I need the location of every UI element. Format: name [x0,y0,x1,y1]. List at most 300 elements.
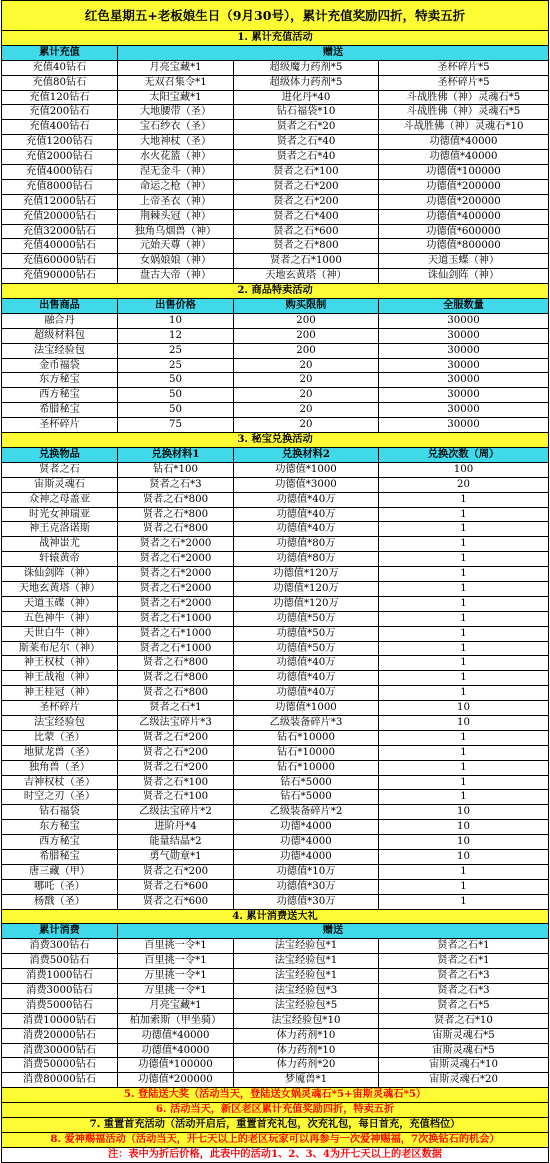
gift-1: 功德值*40000 [117,1044,233,1058]
table-row [1,61,549,76]
exchange-item: 轩辕黄帝 [1,552,117,566]
recharge-col-header: 累计充值 [1,46,117,60]
exchange-material-1: 贤者之石*800 [117,656,233,670]
sale-item: 东方秘宝 [1,373,117,387]
table-row [1,239,549,254]
recharge-tier: 充值90000钻石 [1,269,117,283]
gift-3: 宙斯灵魂石*5 [378,1044,549,1058]
table-row [1,850,549,865]
recharge-tier: 充值60000钻石 [1,254,117,268]
gift-3: 宙斯灵魂石*5 [378,1029,549,1043]
consume-col-header: 累计消费 [1,924,117,938]
table-row [1,1073,549,1088]
gift-2: 法宝经验包*10 [233,1014,378,1028]
gift-2: 贤者之石*600 [233,225,378,239]
sale-quantity: 30000 [378,388,549,402]
gift-1: 无双召集令*1 [117,76,233,90]
exchange-item: 斯莱布尼尔（神） [1,642,117,656]
exchange-item: 五色神牛（神） [1,612,117,626]
recharge-tier: 充值1200钻石 [1,135,117,149]
sale-price: 75 [117,418,233,432]
gift-3: 贤者之石*1 [378,954,549,968]
exchange-item: 法宝经验包 [1,716,117,730]
exchange-times: 1 [378,537,549,551]
gift-1: 月亮宝藏*1 [117,61,233,75]
exchange-material-1: 贤者之石*1000 [117,627,233,641]
exchange-material-2: 功德值*40万 [233,656,378,670]
exchange-material-2: 功德值*30万 [233,880,378,894]
recharge-gift-header: 赠送 [117,46,549,60]
consume-gift-header: 赠送 [117,924,549,938]
exchange-material-1: 贤者之石*800 [117,686,233,700]
table-row [1,746,549,761]
table-row [1,582,549,597]
gift-3: 圣杯碎片*5 [378,61,549,75]
exchange-times: 1 [378,642,549,656]
exchange-item: 神王战袍（神） [1,671,117,685]
consume-tier: 消费80000钻石 [1,1073,117,1087]
gift-3: 功德值*600000 [378,225,549,239]
table-row [1,105,549,120]
section-6-text: 6. 活动当天，新区老区累计充值奖励四折，特卖五折 [1,1103,549,1117]
gift-3: 功德值*40000 [378,150,549,164]
exchange-material-2: 功德值*80万 [233,537,378,551]
gift-1: 百里挑一令*1 [117,954,233,968]
exchange-material-1: 贤者之石*800 [117,671,233,685]
sale-header-row [1,299,549,314]
sale-price: 25 [117,359,233,373]
sale-item: 希腊秘宝 [1,403,117,417]
sheet-title: 红色星期五+老板娘生日（9月30号），累计充值奖励四折，特卖五折 [1,1,549,30]
recharge-tier: 充值120钻石 [1,91,117,105]
exchange-col-item: 兑换物品 [1,448,117,462]
exchange-item: 圣杯碎片 [1,701,117,715]
table-row [1,984,549,999]
gift-2: 法宝经验包*5 [233,999,378,1013]
sale-price: 50 [117,403,233,417]
exchange-material-2: 功德值*40万 [233,671,378,685]
exchange-times: 1 [378,880,549,894]
gift-2: 超级体力药剂*5 [233,76,378,90]
section-7-row [1,1118,549,1133]
exchange-material-1: 贤者之石*100 [117,776,233,790]
gift-1: 水火花篮（神） [117,150,233,164]
sale-item: 西方秘宝 [1,388,117,402]
table-row [1,91,549,106]
table-row [1,716,549,731]
gift-3: 贤者之石*3 [378,984,549,998]
exchange-material-1: 贤者之石*100 [117,790,233,804]
exchange-material-1: 贤者之石*600 [117,895,233,909]
gift-2: 贤者之石*800 [233,239,378,253]
exchange-item: 哪吒（圣） [1,880,117,894]
table-row [1,180,549,195]
table-row [1,627,549,642]
consume-tier: 消费20000钻石 [1,1029,117,1043]
exchange-material-2: 钻石*10000 [233,731,378,745]
sale-quantity: 30000 [378,373,549,387]
section-1-heading: 1. 累计充值活动 [1,31,549,45]
table-row [1,776,549,791]
gift-3: 功德值*100000 [378,165,549,179]
section-5-row [1,1088,549,1103]
consume-tier: 消费50000钻石 [1,1058,117,1072]
sale-quantity: 30000 [378,359,549,373]
exchange-material-2: 功德值*30万 [233,895,378,909]
gift-3: 贤者之石*10 [378,1014,549,1028]
gift-1: 功德值*100000 [117,1058,233,1072]
table-row [1,76,549,91]
sale-limit: 200 [233,329,378,343]
exchange-material-2: 功德值*40万 [233,508,378,522]
table-row [1,359,549,374]
table-row [1,478,549,493]
gift-1: 月亮宝藏*1 [117,999,233,1013]
exchange-material-2: 功德*4000 [233,820,378,834]
sale-item: 融合丹 [1,314,117,328]
exchange-material-2: 功德*4000 [233,835,378,849]
gift-2: 法宝经验包*3 [233,984,378,998]
table-row [1,1014,549,1029]
recharge-tier: 充值40钻石 [1,61,117,75]
exchange-material-2: 乙级装备碎片*3 [233,716,378,730]
sale-quantity: 30000 [378,403,549,417]
exchange-material-1: 贤者之石*600 [117,880,233,894]
section-3-banner [1,433,549,448]
table-row [1,373,549,388]
table-row [1,597,549,612]
exchange-item: 贤者之石 [1,463,117,477]
recharge-header-row [1,46,549,61]
exchange-material-1: 勇气勋章*1 [117,850,233,864]
exchange-item: 希腊秘宝 [1,850,117,864]
section-4-banner [1,910,549,925]
table-row [1,225,549,240]
sale-limit: 20 [233,418,378,432]
table-row [1,537,549,552]
table-row [1,880,549,895]
footer-note: 注：表中为折后价格，此表中的活动1、2、3、4为开七天以上的老区数据 [1,1148,549,1162]
exchange-times: 100 [378,463,549,477]
gift-3: 贤者之石*5 [378,999,549,1013]
exchange-material-1: 贤者之石*200 [117,865,233,879]
consume-tier: 消费10000钻石 [1,1014,117,1028]
sale-quantity: 30000 [378,329,549,343]
exchange-material-2: 钻石*5000 [233,790,378,804]
exchange-material-2: 功德值*50万 [233,642,378,656]
table-row [1,835,549,850]
exchange-times: 1 [378,671,549,685]
gift-3: 贤者之石*1 [378,939,549,953]
exchange-times: 1 [378,493,549,507]
consume-tier: 消费30000钻石 [1,1044,117,1058]
consume-tier: 消费5000钻石 [1,999,117,1013]
section-8-row [1,1133,549,1148]
table-row [1,895,549,910]
recharge-tier: 充值80钻石 [1,76,117,90]
table-row [1,1058,549,1073]
consume-tier: 消费1000钻石 [1,969,117,983]
exchange-material-1: 贤者之石*800 [117,508,233,522]
table-row [1,150,549,165]
sale-col-quantity: 全服数量 [378,299,549,313]
gift-2: 体力药剂*10 [233,1029,378,1043]
exchange-material-2: 功德值*120万 [233,567,378,581]
recharge-tier: 充值4000钻石 [1,165,117,179]
sale-item: 圣杯碎片 [1,418,117,432]
exchange-times: 1 [378,731,549,745]
gift-1: 百里挑一令*1 [117,939,233,953]
exchange-material-2: 功德值*50万 [233,627,378,641]
gift-2: 体力药剂*10 [233,1044,378,1058]
table-row [1,388,549,403]
sale-limit: 20 [233,388,378,402]
sale-limit: 20 [233,359,378,373]
exchange-material-1: 贤者之石*1 [117,701,233,715]
exchange-material-1: 乙级法宝碎片*3 [117,716,233,730]
section-5-text: 5. 登陆送大奖（活动当天，登陆送女娲灵魂石*5+宙斯灵魂石*5） [1,1088,549,1102]
section-4-heading: 4. 累计消费送大礼 [1,910,549,924]
exchange-item: 时空之刃（圣） [1,790,117,804]
exchange-material-2: 功德值*40万 [233,493,378,507]
exchange-item: 吉神权杖（圣） [1,776,117,790]
table-row [1,731,549,746]
exchange-item: 唐三藏（甲） [1,865,117,879]
gift-1: 独角乌烟兽（神） [117,225,233,239]
exchange-times: 1 [378,746,549,760]
gift-2: 贤者之石*20 [233,120,378,134]
table-row [1,463,549,478]
exchange-material-2: 功德值*120万 [233,582,378,596]
exchange-material-1: 贤者之石*200 [117,761,233,775]
gift-2: 法宝经验包*1 [233,969,378,983]
gift-1: 上帝圣衣（神） [117,195,233,209]
table-row [1,254,549,269]
gift-3: 贤者之石*3 [378,969,549,983]
gift-1: 涅无金斗（神） [117,165,233,179]
footer-note-row [1,1148,549,1163]
exchange-item: 杨戬（圣） [1,895,117,909]
gift-1: 大地神杖（圣） [117,135,233,149]
exchange-material-2: 功德值*50万 [233,612,378,626]
table-row [1,329,549,344]
exchange-times: 1 [378,597,549,611]
gift-1: 柏加索斯（甲坐骑） [117,1014,233,1028]
exchange-times: 1 [378,582,549,596]
section-2-heading: 2. 商品特卖活动 [1,284,549,298]
exchange-item: 独角兽（圣） [1,761,117,775]
sale-price: 25 [117,344,233,358]
exchange-times: 10 [378,805,549,819]
recharge-tier: 充值2000钻石 [1,150,117,164]
exchange-times: 1 [378,552,549,566]
exchange-material-1: 贤者之石*1000 [117,612,233,626]
exchange-times: 1 [378,612,549,626]
exchange-times: 10 [378,820,549,834]
consume-tier: 消费300钻石 [1,939,117,953]
exchange-item: 神王权杖（神） [1,656,117,670]
recharge-tier: 充值20000钻石 [1,210,117,224]
gift-1: 命运之枪（神） [117,180,233,194]
sheet-title-row [1,1,549,31]
exchange-material-2: 功德值*1000 [233,463,378,477]
gift-2: 进化丹*40 [233,91,378,105]
gift-2: 贤者之石*40 [233,135,378,149]
table-row [1,552,549,567]
table-row [1,999,549,1014]
table-row [1,805,549,820]
gift-3: 功德值*200000 [378,180,549,194]
sale-limit: 20 [233,373,378,387]
gift-2: 贤者之石*40 [233,150,378,164]
gift-3: 斗战胜佛（神）灵魂石*5 [378,91,549,105]
gift-2: 梦魇兽*1 [233,1073,378,1087]
gift-2: 体力药剂*20 [233,1058,378,1072]
exchange-material-1: 进阶丹*4 [117,820,233,834]
sale-price: 12 [117,329,233,343]
exchange-material-2: 功德值*40万 [233,686,378,700]
gift-2: 贤者之石*1000 [233,254,378,268]
exchange-material-2: 乙级装备碎片*2 [233,805,378,819]
consume-tier: 消费500钻石 [1,954,117,968]
exchange-times: 1 [378,761,549,775]
exchange-item: 东方秘宝 [1,820,117,834]
gift-3: 斗战胜佛（神）灵魂石*5 [378,105,549,119]
exchange-times: 10 [378,850,549,864]
table-row [1,493,549,508]
table-row [1,165,549,180]
exchange-item: 天道玉碟（神） [1,597,117,611]
gift-3: 功德值*200000 [378,195,549,209]
exchange-material-1: 贤者之石*2000 [117,552,233,566]
recharge-tier: 充值400钻石 [1,120,117,134]
exchange-material-2: 钻石*5000 [233,776,378,790]
recharge-tier: 充值12000钻石 [1,195,117,209]
gift-2: 法宝经验包*1 [233,954,378,968]
exchange-material-2: 功德*4000 [233,850,378,864]
exchange-times: 1 [378,895,549,909]
exchange-item: 战神蚩尤 [1,537,117,551]
table-row [1,686,549,701]
exchange-material-1: 贤者之石*200 [117,746,233,760]
exchange-item: 钻石福袋 [1,805,117,819]
sale-col-price: 出售价格 [117,299,233,313]
exchange-item: 西方秘宝 [1,835,117,849]
exchange-times: 1 [378,522,549,536]
table-row [1,1044,549,1059]
exchange-times: 1 [378,776,549,790]
table-row [1,656,549,671]
sale-price: 10 [117,314,233,328]
gift-1: 功德值*40000 [117,1029,233,1043]
exchange-material-1: 乙级法宝碎片*2 [117,805,233,819]
table-row [1,969,549,984]
sale-quantity: 30000 [378,344,549,358]
exchange-material-2: 功德值*3000 [233,478,378,492]
gift-1: 万里挑一令*1 [117,969,233,983]
table-row [1,939,549,954]
exchange-material-1: 贤者之石*3 [117,478,233,492]
table-row [1,820,549,835]
table-row [1,508,549,523]
exchange-item: 比蒙（圣） [1,731,117,745]
exchange-times: 1 [378,656,549,670]
exchange-item: 天地玄黄塔（神） [1,582,117,596]
exchange-times: 10 [378,716,549,730]
section-6-row [1,1103,549,1118]
table-row [1,790,549,805]
section-2-banner [1,284,549,299]
gift-2: 天地玄黄塔（神） [233,269,378,283]
exchange-col-material-1: 兑换材料1 [117,448,233,462]
gift-1: 盘古大帝（神） [117,269,233,283]
table-row [1,567,549,582]
exchange-material-2: 功德值*80万 [233,552,378,566]
section-3-heading: 3. 秘宝兑换活动 [1,433,549,447]
recharge-tier: 充值200钻石 [1,105,117,119]
exchange-item: 地狱龙兽（圣） [1,746,117,760]
exchange-material-1: 贤者之石*200 [117,731,233,745]
gift-3: 功德值*800000 [378,239,549,253]
sale-limit: 200 [233,344,378,358]
gift-1: 女娲娘娘（神） [117,254,233,268]
exchange-table-body [1,463,549,910]
table-row [1,269,549,284]
table-row [1,344,549,359]
sale-price: 50 [117,388,233,402]
gift-3: 宙斯灵魂石*10 [378,1058,549,1072]
exchange-item: 众神之母盖亚 [1,493,117,507]
exchange-material-1: 钻石*100 [117,463,233,477]
sale-quantity: 30000 [378,418,549,432]
gift-1: 功德值*200000 [117,1073,233,1087]
recharge-table-body [1,61,549,284]
sale-col-limit: 购买限制 [233,299,378,313]
gift-2: 贤者之石*400 [233,210,378,224]
exchange-material-1: 贤者之石*800 [117,522,233,536]
section-1-banner [1,31,549,46]
exchange-item: 诛仙剑阵（神） [1,567,117,581]
exchange-item: 神王克洛诺斯 [1,522,117,536]
recharge-tier: 充值8000钻石 [1,180,117,194]
gift-2: 贤者之石*100 [233,165,378,179]
exchange-material-1: 能量结晶*2 [117,835,233,849]
sale-limit: 20 [233,403,378,417]
recharge-tier: 充值40000钻石 [1,239,117,253]
table-row [1,210,549,225]
exchange-material-1: 贤者之石*2000 [117,582,233,596]
consume-table-body [1,939,549,1088]
exchange-material-2: 钻石*10000 [233,746,378,760]
table-row [1,612,549,627]
gift-1: 太阳宝藏*1 [117,91,233,105]
section-7-text: 7. 重置首充活动（活动开启后，重置首充礼包，次充礼包，每日首充，充值档位） [1,1118,549,1132]
gift-1: 万里挑一令*1 [117,984,233,998]
exchange-times: 20 [378,478,549,492]
gift-3: 圣杯碎片*5 [378,76,549,90]
exchange-item: 时光女神瑞亚 [1,508,117,522]
exchange-material-1: 贤者之石*2000 [117,597,233,611]
recharge-tier: 充值32000钻石 [1,225,117,239]
table-row [1,701,549,716]
consume-header-row [1,924,549,939]
gift-3: 功德值*40000 [378,135,549,149]
sale-col-item: 出售商品 [1,299,117,313]
sale-item: 法宝经验包 [1,344,117,358]
exchange-item: 天世白牛（神） [1,627,117,641]
table-row [1,120,549,135]
exchange-material-2: 功德值*1000 [233,701,378,715]
